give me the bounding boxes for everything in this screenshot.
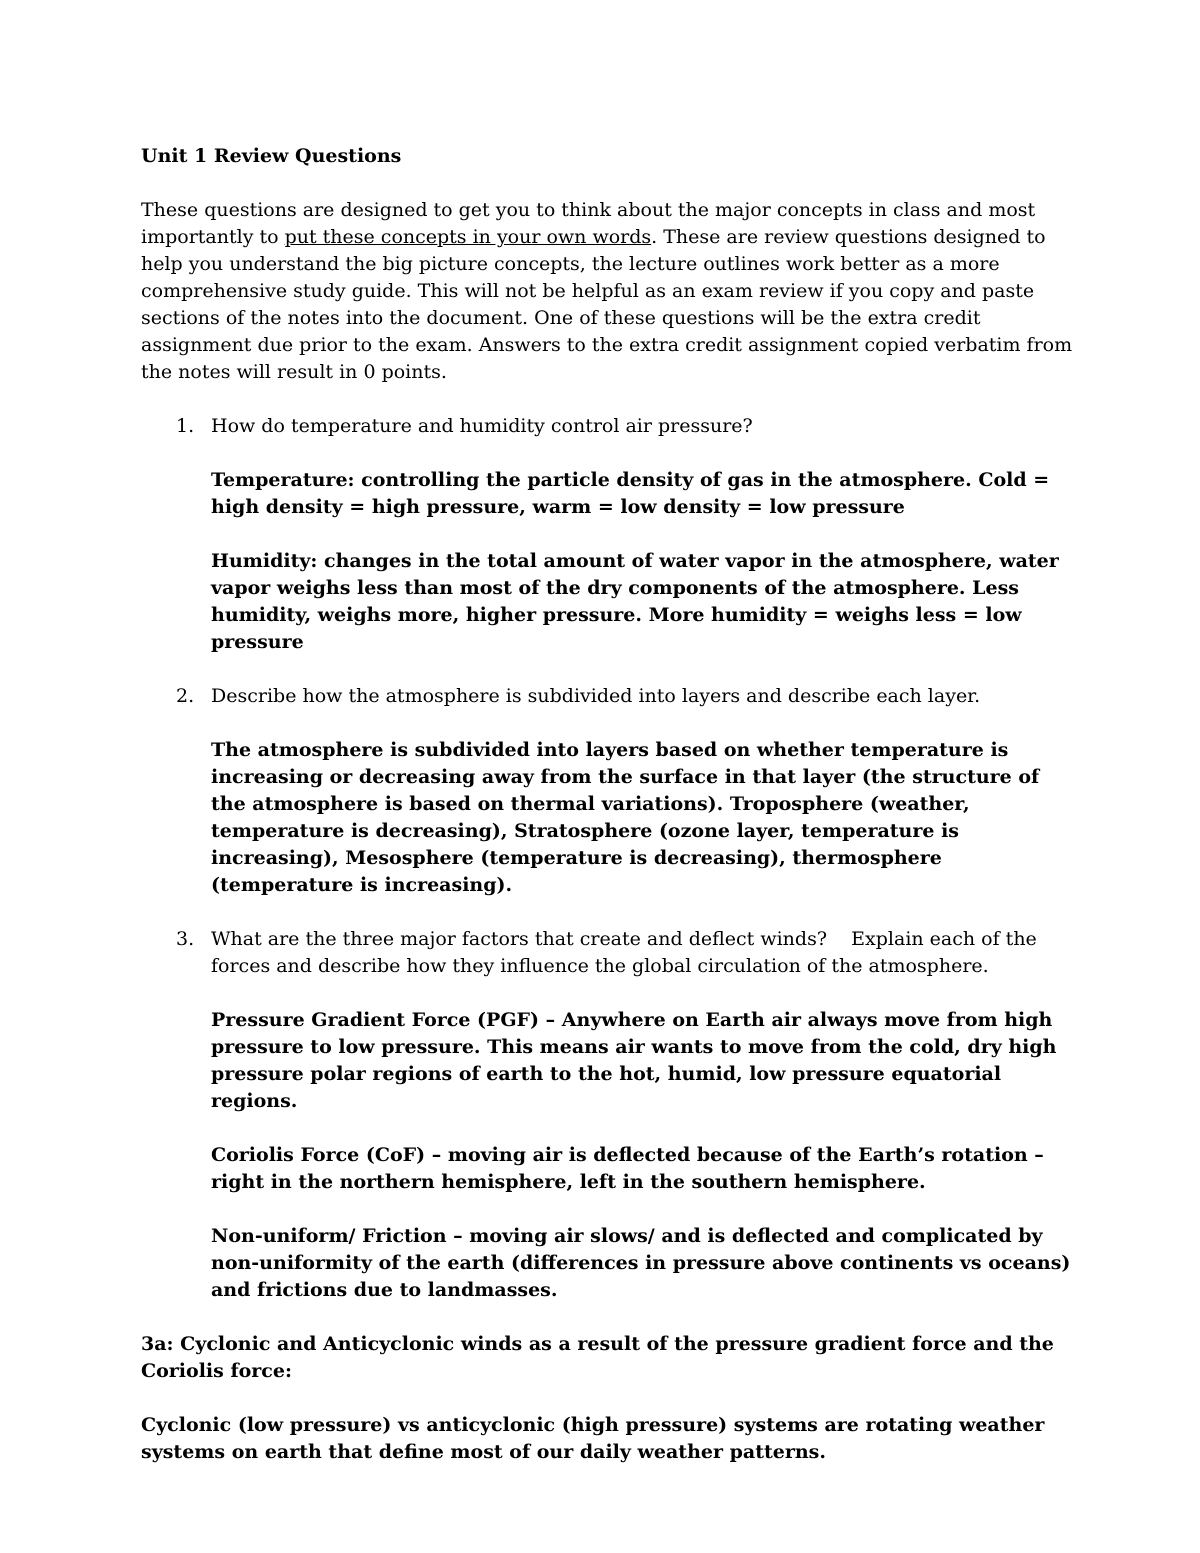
question-number: 1. <box>176 415 195 437</box>
intro-text-part1: These questions are designed to get you to think about the major concepts in class and most importantly to <box>141 199 1036 248</box>
question-list <box>141 413 1080 1304</box>
answer-paragraph: Temperature: controlling the particle density of gas in the atmosphere. Cold = high density = high pressure, warm = low density = low pressure <box>211 469 1050 518</box>
answer-paragraph: The atmosphere is subdivided into layers based on whether temperature is increasing or decreasing away from the surface in that layer (the structure of the atmosphere is based on thermal variations). Troposphere (weather, temperature is decreasing), Stratosphere (ozone layer, temperature is increasing), Mesosphere (temperature is decreasing), thermosphere (temperature is increasing). <box>211 739 1040 896</box>
answer-paragraph: Coriolis Force (CoF) – moving air is deflected because of the Earth’s rotation – right in the northern hemisphere, left in the southern hemisphere. <box>211 1144 1044 1193</box>
answer-paragraph: Non-uniform/ Friction – moving air slows/ and is deflected and complicated by non-uniformity of the earth (differences in pressure above continents vs oceans) and frictions due to landmasses. <box>211 1225 1071 1301</box>
question-item-2 <box>141 683 1080 899</box>
intro-underlined-text: put these concepts in your own words <box>284 226 652 248</box>
question-text: How do temperature and humidity control air pressure? <box>211 415 753 437</box>
question-text: What are the three major factors that create and deflect winds? Explain each of the forces and describe how they influence the global circulation of the atmosphere. <box>211 928 1043 977</box>
section-3a-heading: 3a: Cyclonic and Anticyclonic winds as a result of the pressure gradient force and the Coriolis force: <box>141 1333 1054 1382</box>
section-3a-body: Cyclonic (low pressure) vs anticyclonic (high pressure) systems are rotating weather systems on earth that define most of our daily weather patterns. <box>141 1414 1045 1463</box>
document-title: Unit 1 Review Questions <box>141 145 402 167</box>
question-item-3 <box>141 926 1080 1304</box>
question-number: 2. <box>176 685 195 707</box>
question-text: Describe how the atmosphere is subdivided into layers and describe each layer. <box>211 685 981 707</box>
intro-text-part2: . These are review questions designed to help you understand the big picture concepts, the lecture outlines work better as a more comprehensive study guide. This will not be helpful as an exam review if you copy and paste sections of the notes into the document. One of these questions will be the extra credit assignment due prior to the exam. Answers to the extra credit assignment copied verbatim from the notes will result in 0 points. <box>141 226 1073 383</box>
answer-paragraph: Pressure Gradient Force (PGF) – Anywhere on Earth air always move from high pressure to low pressure. This means air wants to move from the cold, dry high pressure polar regions of earth to the hot, humid, low pressure equatorial regions. <box>211 1009 1057 1112</box>
question-item-1 <box>141 413 1080 656</box>
answer-paragraph: Humidity: changes in the total amount of water vapor in the atmosphere, water vapor weighs less than most of the dry components of the atmosphere. Less humidity, weighs more, higher pressure. More humidity = weighs less = low pressure <box>211 550 1059 653</box>
question-number: 3. <box>176 928 195 950</box>
intro-paragraph <box>141 197 1080 386</box>
